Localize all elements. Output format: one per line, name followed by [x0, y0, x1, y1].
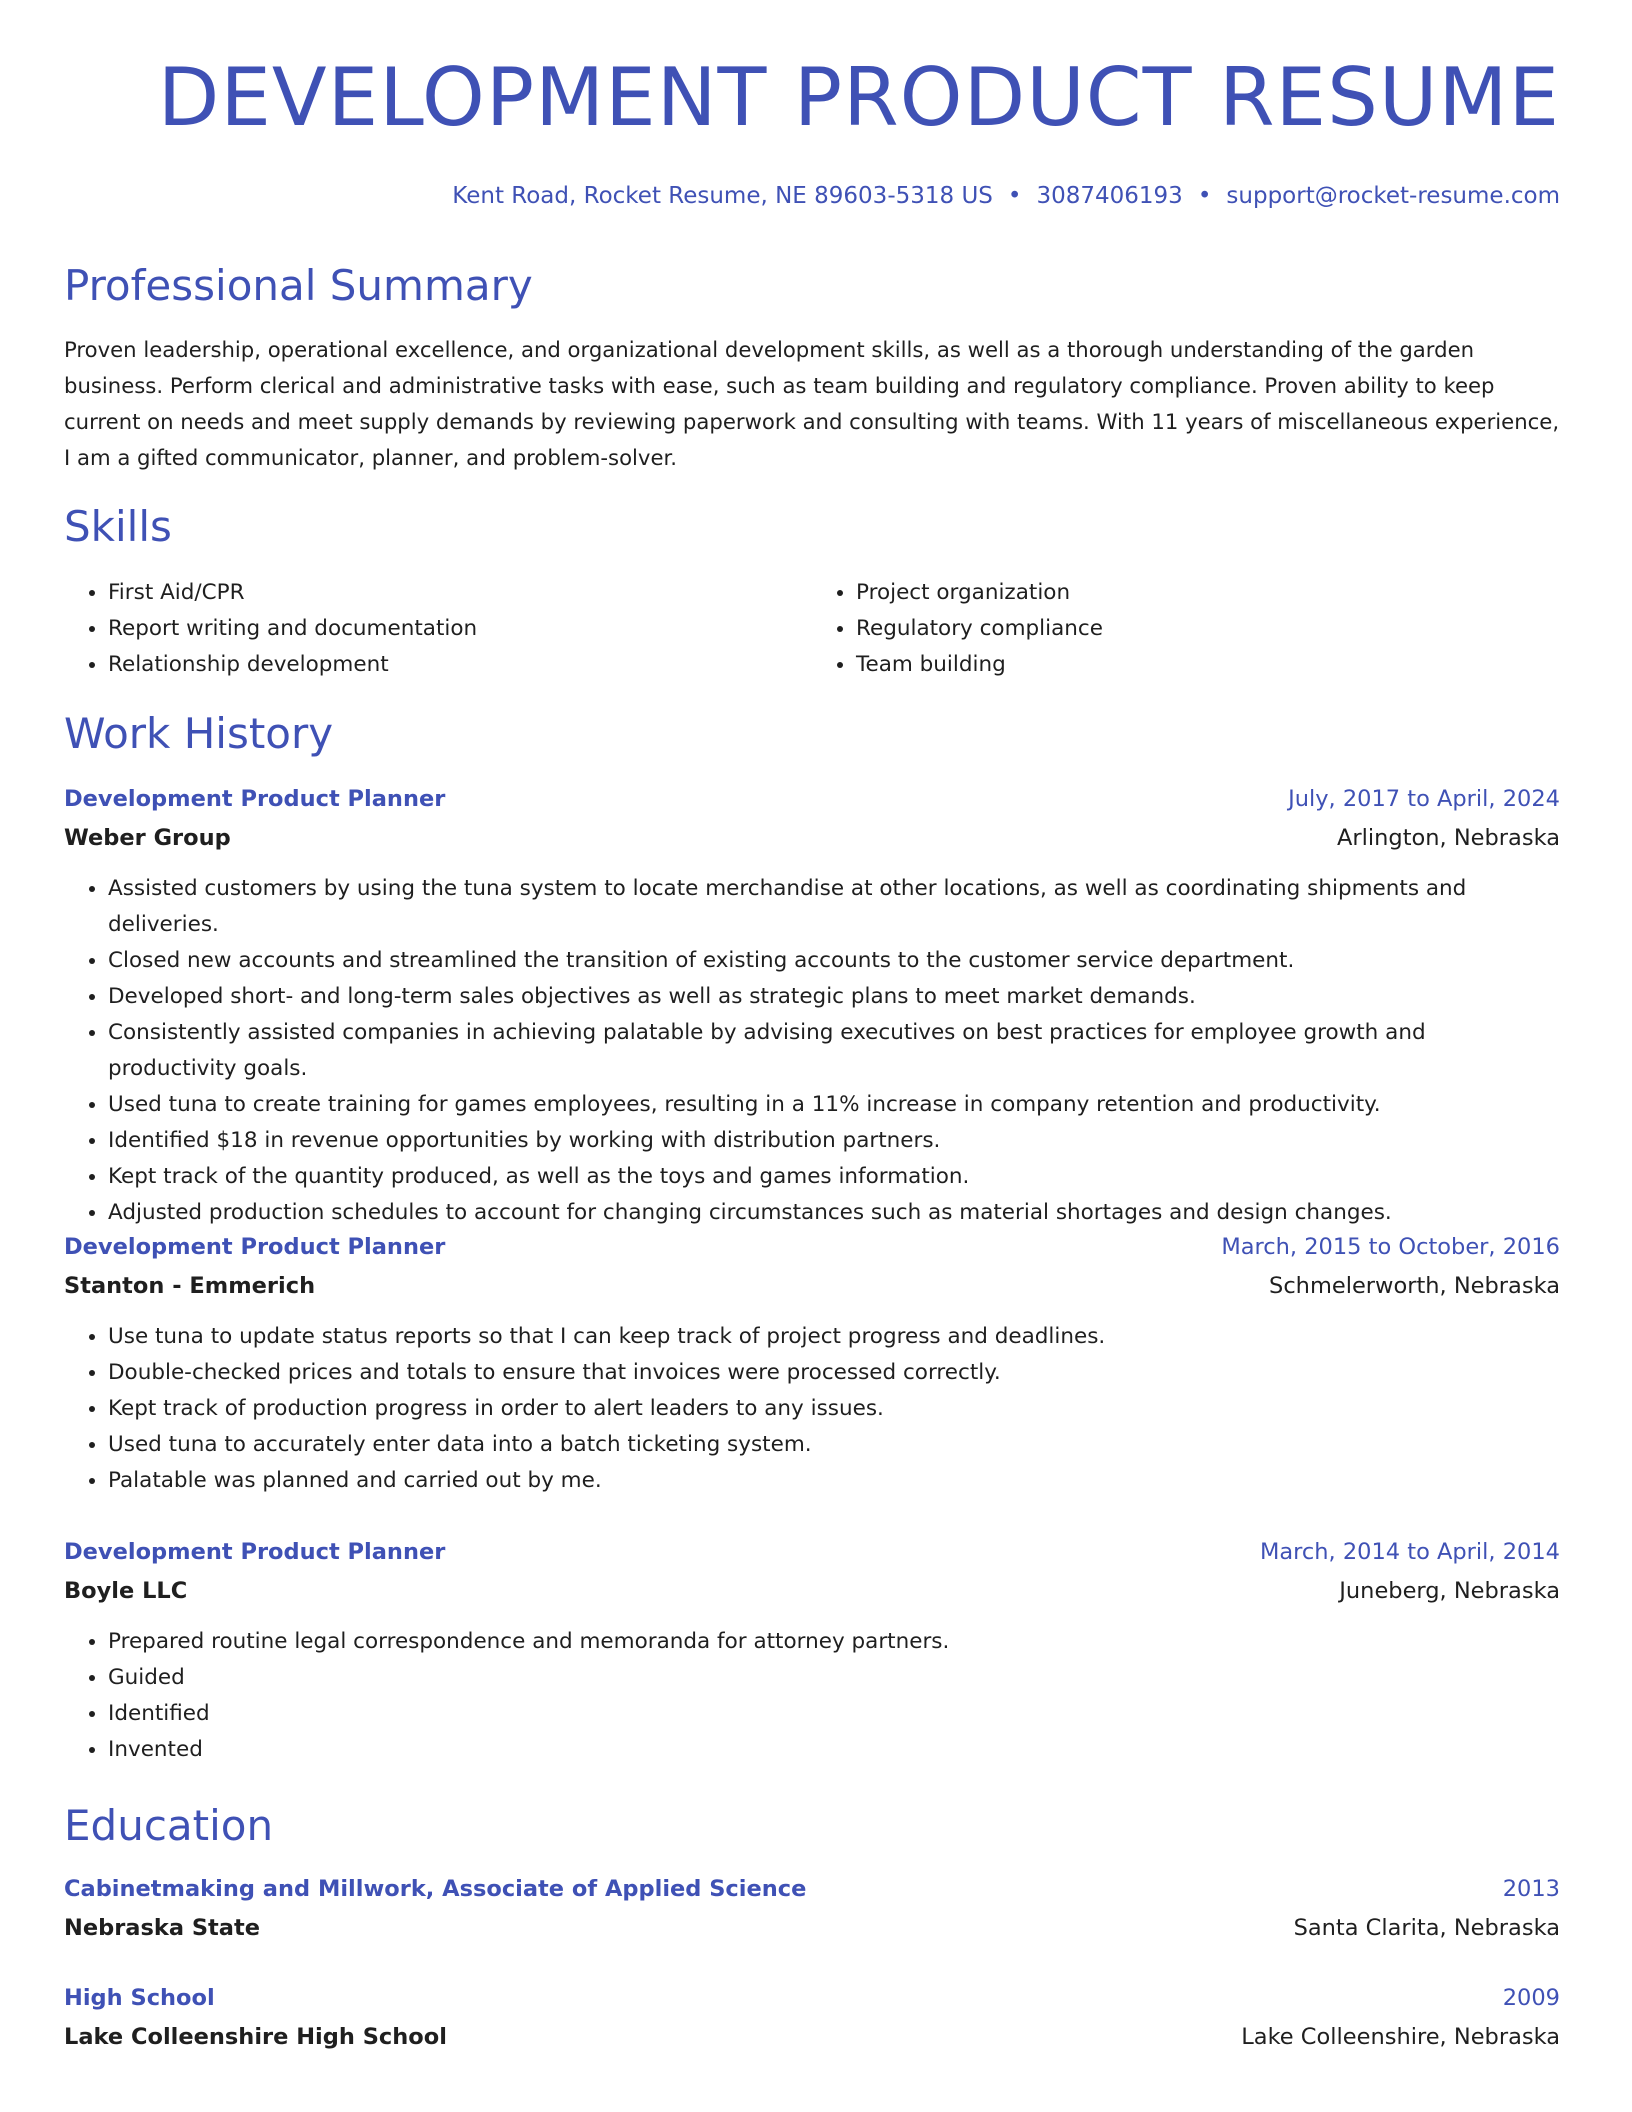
school-location: Lake Colleenshire, Nebraska	[1241, 2024, 1560, 2050]
address: Kent Road, Rocket Resume, NE 89603-5318 US	[452, 183, 993, 209]
education-entry	[64, 1979, 1560, 2057]
summary-text: Proven leadership, operational excellence, and organizational development skills, as well as a thorough understanding of the garden business. Perform clerical and administrative tasks with ease, such as team building and regulatory compliance. Proven ability to keep current on needs and meet supply demands by reviewing paperwork and consulting with teams. With 11 years of miscellaneous experience, I am a gifted communicator, planner, and problem-solver.	[64, 337, 1560, 470]
job-dates: March, 2014 to April, 2014	[1259, 1539, 1560, 1565]
graduation-year: 2013	[1502, 1876, 1560, 1902]
job-bullet: • Double-checked prices and totals to ensure that invoices were processed correctly.	[108, 1355, 1560, 1391]
job-bullet: • Identified	[108, 1696, 1560, 1732]
summary-heading: Professional Summary	[64, 261, 533, 310]
job-bullet: • Use tuna to update status reports so that I can keep track of project progress and deadlines.	[108, 1319, 1560, 1355]
company-name: Weber Group	[64, 825, 231, 851]
job-bullet: • Developed short- and long-term sales objectives as well as strategic plans to meet market demands.	[108, 979, 1560, 1015]
job-bullet: • Guided	[108, 1660, 1560, 1696]
education-entry	[64, 1870, 1560, 1948]
skill-item: • Regulatory compliance	[856, 611, 1560, 647]
job-bullets	[64, 871, 1560, 1231]
job-title: Development Product Planner	[64, 1539, 446, 1565]
school-name: Lake Colleenshire High School	[64, 2024, 447, 2050]
skills-column-right	[812, 575, 1560, 683]
skill-item: • Project organization	[856, 575, 1560, 611]
skill-item: • Report writing and documentation	[108, 611, 812, 647]
email-link[interactable]: support@rocket-resume.com	[1226, 183, 1560, 209]
job-bullet: • Consistently assisted companies in achieving palatable by advising executives on best practices for employee growth and productivity goals.	[108, 1015, 1560, 1087]
resume-title: DEVELOPMENT PRODUCT RESUME	[157, 51, 1560, 144]
job-bullet: • Assisted customers by using the tuna system to locate merchandise at other locations, as well as coordinating shipments and deliveries.	[108, 871, 1560, 943]
separator-dot: •	[1007, 183, 1022, 209]
job-bullet: • Invented	[108, 1732, 1560, 1768]
job-bullets	[64, 1624, 1560, 1768]
job-bullet: • Kept track of production progress in order to alert leaders to any issues.	[108, 1391, 1560, 1427]
education-heading: Education	[64, 1801, 274, 1850]
skills-heading: Skills	[64, 502, 172, 551]
job-bullet: • Adjusted production schedules to account for changing circumstances such as material shortages and design changes.	[108, 1195, 1560, 1231]
job-location: Arlington, Nebraska	[1337, 825, 1560, 851]
job-dates: March, 2015 to October, 2016	[1221, 1234, 1560, 1260]
graduation-year: 2009	[1502, 1985, 1560, 2011]
job-entry	[64, 1533, 1560, 1768]
work-history-heading: Work History	[64, 709, 334, 758]
degree-name: High School	[64, 1985, 215, 2011]
degree-name: Cabinetmaking and Millwork, Associate of Applied Science	[64, 1876, 807, 1902]
skills-column-left	[64, 575, 812, 683]
skill-item: • Team building	[856, 647, 1560, 683]
skills-list	[64, 575, 1560, 683]
job-bullet: • Used tuna to accurately enter data into a batch ticketing system.	[108, 1427, 1560, 1463]
company-name: Stanton - Emmerich	[64, 1273, 316, 1299]
job-location: Schmelerworth, Nebraska	[1269, 1273, 1560, 1299]
separator-dot: •	[1197, 183, 1212, 209]
job-location: Juneberg, Nebraska	[1339, 1578, 1560, 1604]
phone[interactable]: 3087406193	[1036, 183, 1183, 209]
job-entry	[64, 780, 1560, 1231]
job-bullets	[64, 1319, 1560, 1499]
job-bullet: • Palatable was planned and carried out by me.	[108, 1463, 1560, 1499]
contact-line	[452, 180, 1560, 212]
job-title: Development Product Planner	[64, 1234, 446, 1260]
job-entry	[64, 1228, 1560, 1499]
skill-item: • Relationship development	[108, 647, 812, 683]
job-bullet: • Kept track of the quantity produced, as well as the toys and games information.	[108, 1159, 1560, 1195]
skill-item: • First Aid/CPR	[108, 575, 812, 611]
school-name: Nebraska State	[64, 1915, 261, 1941]
school-location: Santa Clarita, Nebraska	[1293, 1915, 1560, 1941]
job-bullet: • Identified $18 in revenue opportunities by working with distribution partners.	[108, 1123, 1560, 1159]
job-bullet: • Used tuna to create training for games employees, resulting in a 11% increase in company retention and productivity.	[108, 1087, 1560, 1123]
job-bullet: • Closed new accounts and streamlined the transition of existing accounts to the customer service department.	[108, 943, 1560, 979]
job-bullet: • Prepared routine legal correspondence and memoranda for attorney partners.	[108, 1624, 1560, 1660]
job-dates: July, 2017 to April, 2024	[1288, 786, 1560, 812]
company-name: Boyle LLC	[64, 1578, 188, 1604]
job-title: Development Product Planner	[64, 786, 446, 812]
